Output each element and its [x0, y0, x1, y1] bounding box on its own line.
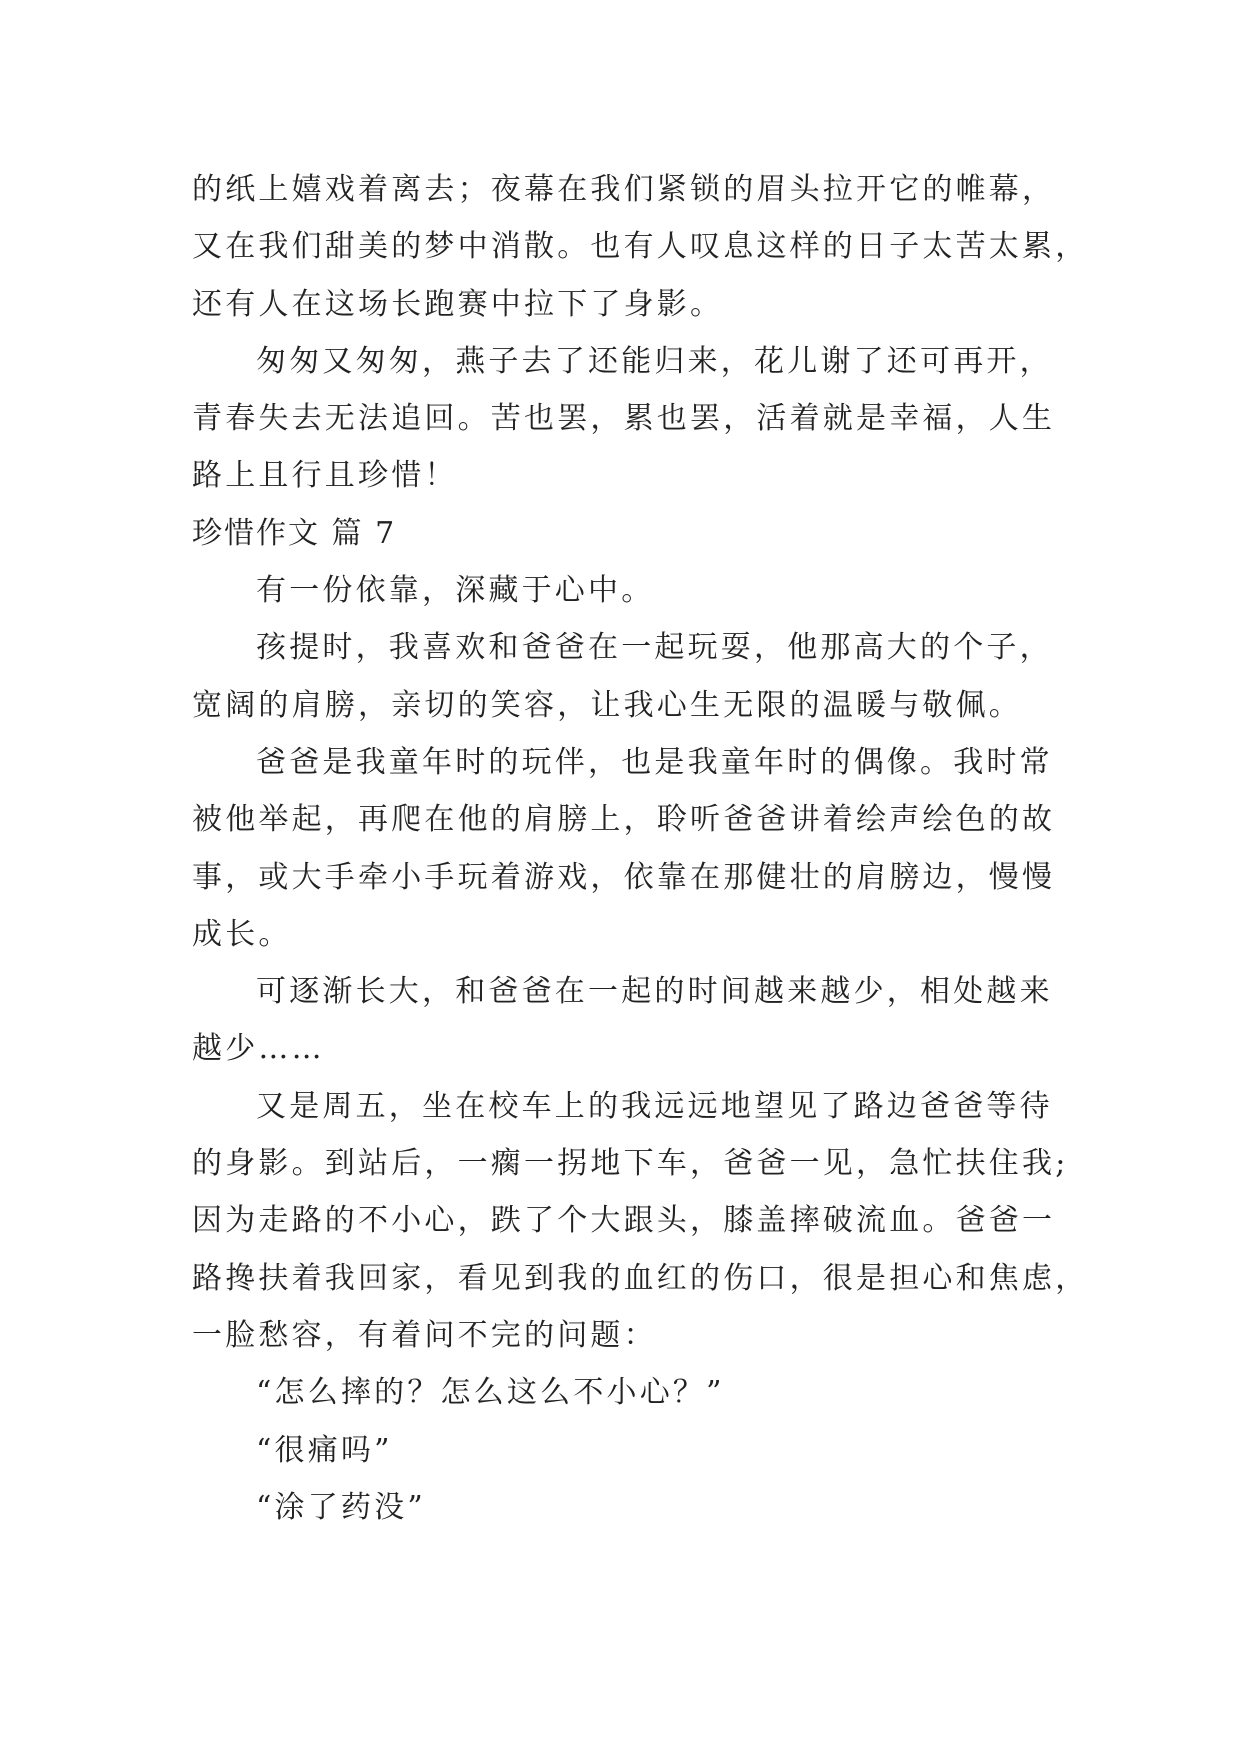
paragraph-2	[192, 333, 1092, 505]
text-line: 宽阔的肩膀，亲切的笑容，让我心生无限的温暖与敬佩。	[192, 687, 1022, 723]
text-line: “怎么摔的？怎么这么不小心？”	[256, 1375, 725, 1411]
document-body	[192, 161, 1092, 1536]
text-line: 事，或大手牵小手玩着游戏，依靠在那健壮的肩膀边，慢慢	[192, 859, 1056, 895]
text-line: 还有人在这场长跑赛中拉下了身影。	[192, 286, 724, 322]
text-line: 匆匆又匆匆，燕子去了还能归来，花儿谢了还可再开，	[256, 343, 1053, 379]
text-line: 可逐渐长大，和爸爸在一起的时间越来越少，相处越来	[256, 974, 1053, 1010]
dialogue-line-1	[192, 1364, 1092, 1421]
paragraph-1	[192, 161, 1092, 333]
text-line: “涂了药没”	[256, 1489, 426, 1525]
text-line: 因为走路的不小心，跌了个大跟头，膝盖摔破流血。爸爸一	[192, 1203, 1056, 1239]
paragraph-3	[192, 562, 1092, 619]
text-line: 被他举起，再爬在他的肩膀上，聆听爸爸讲着绘声绘色的故	[192, 802, 1056, 838]
text-line: 的纸上嬉戏着离去；夜幕在我们紧锁的眉头拉开它的帷幕，	[192, 172, 1056, 207]
dialogue-line-2	[192, 1422, 1092, 1479]
text-line: 又是周五，坐在校车上的我远远地望见了路边爸爸等待	[256, 1088, 1053, 1124]
paragraph-5	[192, 734, 1092, 963]
text-line: 越少……	[192, 1031, 325, 1067]
paragraph-6	[192, 963, 1092, 1078]
text-line: “很痛吗”	[256, 1432, 393, 1468]
paragraph-4	[192, 619, 1092, 734]
text-line: 路上且行且珍惜！	[192, 458, 458, 494]
text-line: 青春失去无法追回。苦也罢，累也罢，活着就是幸福，人生	[192, 401, 1056, 437]
text-line: 路搀扶着我回家，看见到我的血红的伤口，很是担心和焦虑，	[192, 1260, 1089, 1296]
text-line: 一脸愁容，有着问不完的问题：	[192, 1317, 657, 1353]
text-line: 有一份依靠，深藏于心中。	[256, 573, 655, 609]
text-line: 成长。	[192, 916, 292, 952]
text-line: 爸爸是我童年时的玩伴，也是我童年时的偶像。我时常	[256, 744, 1053, 780]
dialogue-line-3	[192, 1479, 1092, 1536]
text-line: 又在我们甜美的梦中消散。也有人叹息这样的日子太苦太累，	[192, 229, 1089, 265]
paragraph-7	[192, 1078, 1092, 1364]
text-line: 的身影。到站后，一瘸一拐地下车，爸爸一见，急忙扶住我;	[192, 1146, 1069, 1182]
text-line: 孩提时，我喜欢和爸爸在一起玩耍，他那高大的个子，	[256, 630, 1053, 666]
section-heading	[192, 505, 1092, 562]
heading-text: 珍惜作文 篇 7	[192, 515, 397, 551]
